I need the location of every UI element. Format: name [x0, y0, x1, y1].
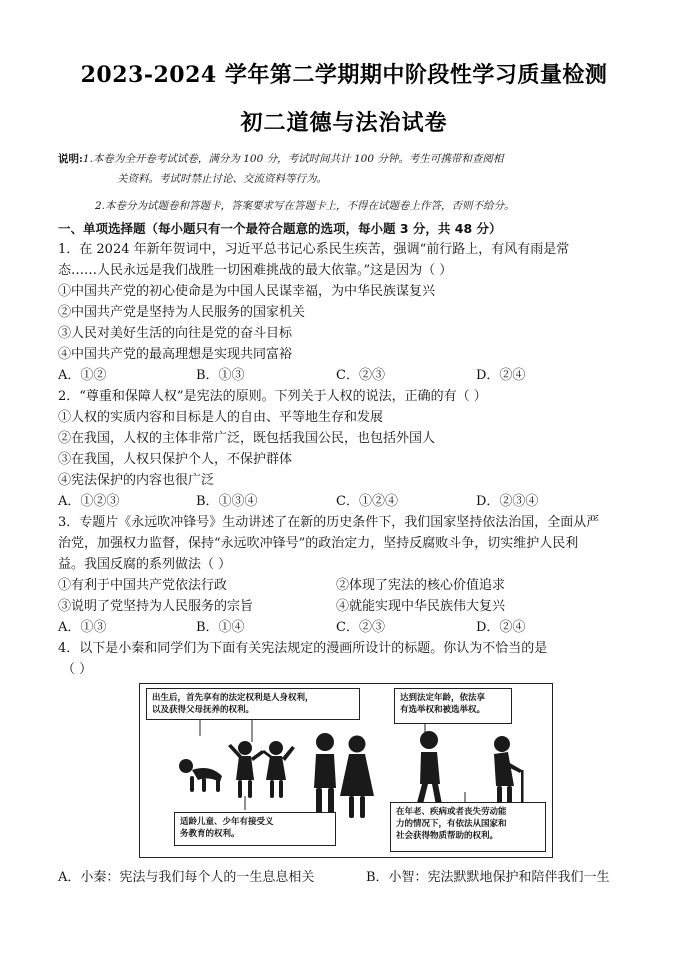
- q2-item-2: ②在我国，人权的主体非常广泛，既包括我国公民，也包括外国人: [58, 431, 436, 446]
- note-1a: 1.本卷为全开卷考试试卷，满分为 100 分，考试时间共计 100 分钟。考生可携带和查阅相: [82, 153, 504, 165]
- q3-choice-b: B．①④: [196, 620, 245, 635]
- q1-choice-d: D．②④: [476, 368, 526, 383]
- q1-choice-b: B．①③: [196, 368, 245, 383]
- q2-choice-a: A．①②③: [58, 494, 120, 509]
- adults-figure: [314, 733, 374, 818]
- q1-item-2: ②中国共产党是坚持为人民服务的国家机关: [58, 305, 306, 320]
- q1-stem-a: 1．在 2024 年新年贺词中，习近平总书记心系民生疾苦，强调“前行路上，有风有雨是常: [58, 242, 570, 257]
- q1-item-3: ③人民对美好生活的向往是党的奋斗目标: [58, 326, 293, 341]
- note-1b: 关资料。考试时禁止讨论、交流资料等行为。: [117, 173, 327, 185]
- note-line-1: [58, 149, 503, 169]
- q3-choice-d: D．②④: [476, 620, 526, 635]
- q4-stem-b: （ ）: [62, 662, 93, 677]
- q3-choice-a: A．①③: [58, 620, 107, 635]
- caption-elderly-line-3: 社会获得物质帮助的权利。: [396, 831, 499, 841]
- q3-item-1: ①有利于中国共产党依法行政: [58, 578, 228, 593]
- caption-elderly-line-2: 力的情况下，有依法从国家和: [396, 819, 507, 829]
- q1-item-4: ④中国共产党的最高理想是实现共同富裕: [58, 347, 293, 362]
- q2-choice-d: D．②③④: [476, 494, 539, 509]
- caption-birth: [146, 688, 360, 720]
- caption-birth-line-2: 以及获得父母抚养的权利。: [152, 705, 255, 715]
- note-lead: 说明:: [58, 153, 83, 165]
- baby-figure: [179, 759, 222, 792]
- q4-choice-a: A．小秦：宪法与我们每个人的一生息息相关: [58, 870, 315, 885]
- q2-item-1: ①人权的实质内容和目标是人的自由、平等地生存和发展: [58, 410, 384, 425]
- q2-choice-b: B．①③④: [196, 494, 258, 509]
- q4-stem-a: 4．以下是小秦和同学们为下面有关宪法规定的漫画所设计的标题。你认为不恰当的是: [58, 641, 548, 656]
- exam-title: 2023-2024 学年第二学期期中阶段性学习质量检测: [80, 62, 608, 88]
- q2-stem: 2．“尊重和保障人权”是宪法的原则。下列关于人权的说法，正确的有（ ）: [58, 389, 487, 404]
- q1-item-1: ①中国共产党的初心使命是为中国人民谋幸福，为中华民族谋复兴: [58, 284, 436, 299]
- caption-voting-line-1: 达到法定年龄，依法享: [400, 693, 486, 703]
- caption-education-line-2: 务教育的权利。: [180, 829, 240, 839]
- q3-choice-c: C．②③: [336, 620, 385, 635]
- caption-voting-line-2: 有选举权和被选举权。: [400, 705, 486, 715]
- caption-voting: [394, 688, 512, 724]
- q3-item-3: ③说明了党坚持为人民服务的宗旨: [58, 599, 254, 614]
- q1-stem-b: 态……人民永远是我们战胜一切困难挑战的最大依靠。”这是因为（ ）: [58, 263, 453, 278]
- q3-stem-a: 3．专题片《永远吹冲锋号》生动讲述了在新的历史条件下，我们国家坚持依法治国，全面从严: [58, 515, 600, 530]
- q4-choice-b: B．小智：宪法默默地保护和陪伴我们一生: [366, 870, 610, 885]
- children-figure: [228, 741, 295, 798]
- q3-item-4: ④就能实现中华民族伟大复兴: [336, 599, 506, 614]
- q2-item-4: ④宪法保护的内容也很广泛: [58, 473, 215, 488]
- caption-education-line-1: 适龄儿童、少年有接受义: [180, 817, 274, 827]
- q3-item-2: ②体现了宪法的核心价值追求: [336, 578, 506, 593]
- q1-choice-a: A．①②: [58, 368, 107, 383]
- q1-choice-c: C．②③: [336, 368, 385, 383]
- caption-education: [174, 812, 336, 846]
- caption-elderly-line-1: 在年老、疾病或者丧失劳动能: [396, 807, 507, 817]
- q2-choice-c: C．①②④: [336, 494, 398, 509]
- q2-item-3: ③在我国，人权只保护个人，不保护群体: [58, 452, 293, 467]
- exam-subtitle: 初二道德与法治试卷: [240, 110, 448, 136]
- note-2: 2.本卷分为试题卷和答题卡，答案要求写在答题卡上，不得在试题卷上作答，否则不给分。: [95, 200, 515, 212]
- q3-stem-c: 益。我国反腐的系列做法（ ）: [58, 557, 232, 572]
- caption-birth-line-1: 出生后，首先享有的法定权利是人身权利，: [152, 693, 314, 703]
- q3-stem-b: 治党，加强权力监督，保持“永远吹冲锋号”的政治定力，坚持反腐败斗争，切实维护人民利: [58, 536, 579, 551]
- comic-figure: [139, 683, 553, 858]
- caption-elderly: [390, 802, 546, 852]
- section-heading: 一、单项选择题（每小题只有一个最符合题意的选项，每小题 3 分，共 48 分）: [58, 221, 502, 236]
